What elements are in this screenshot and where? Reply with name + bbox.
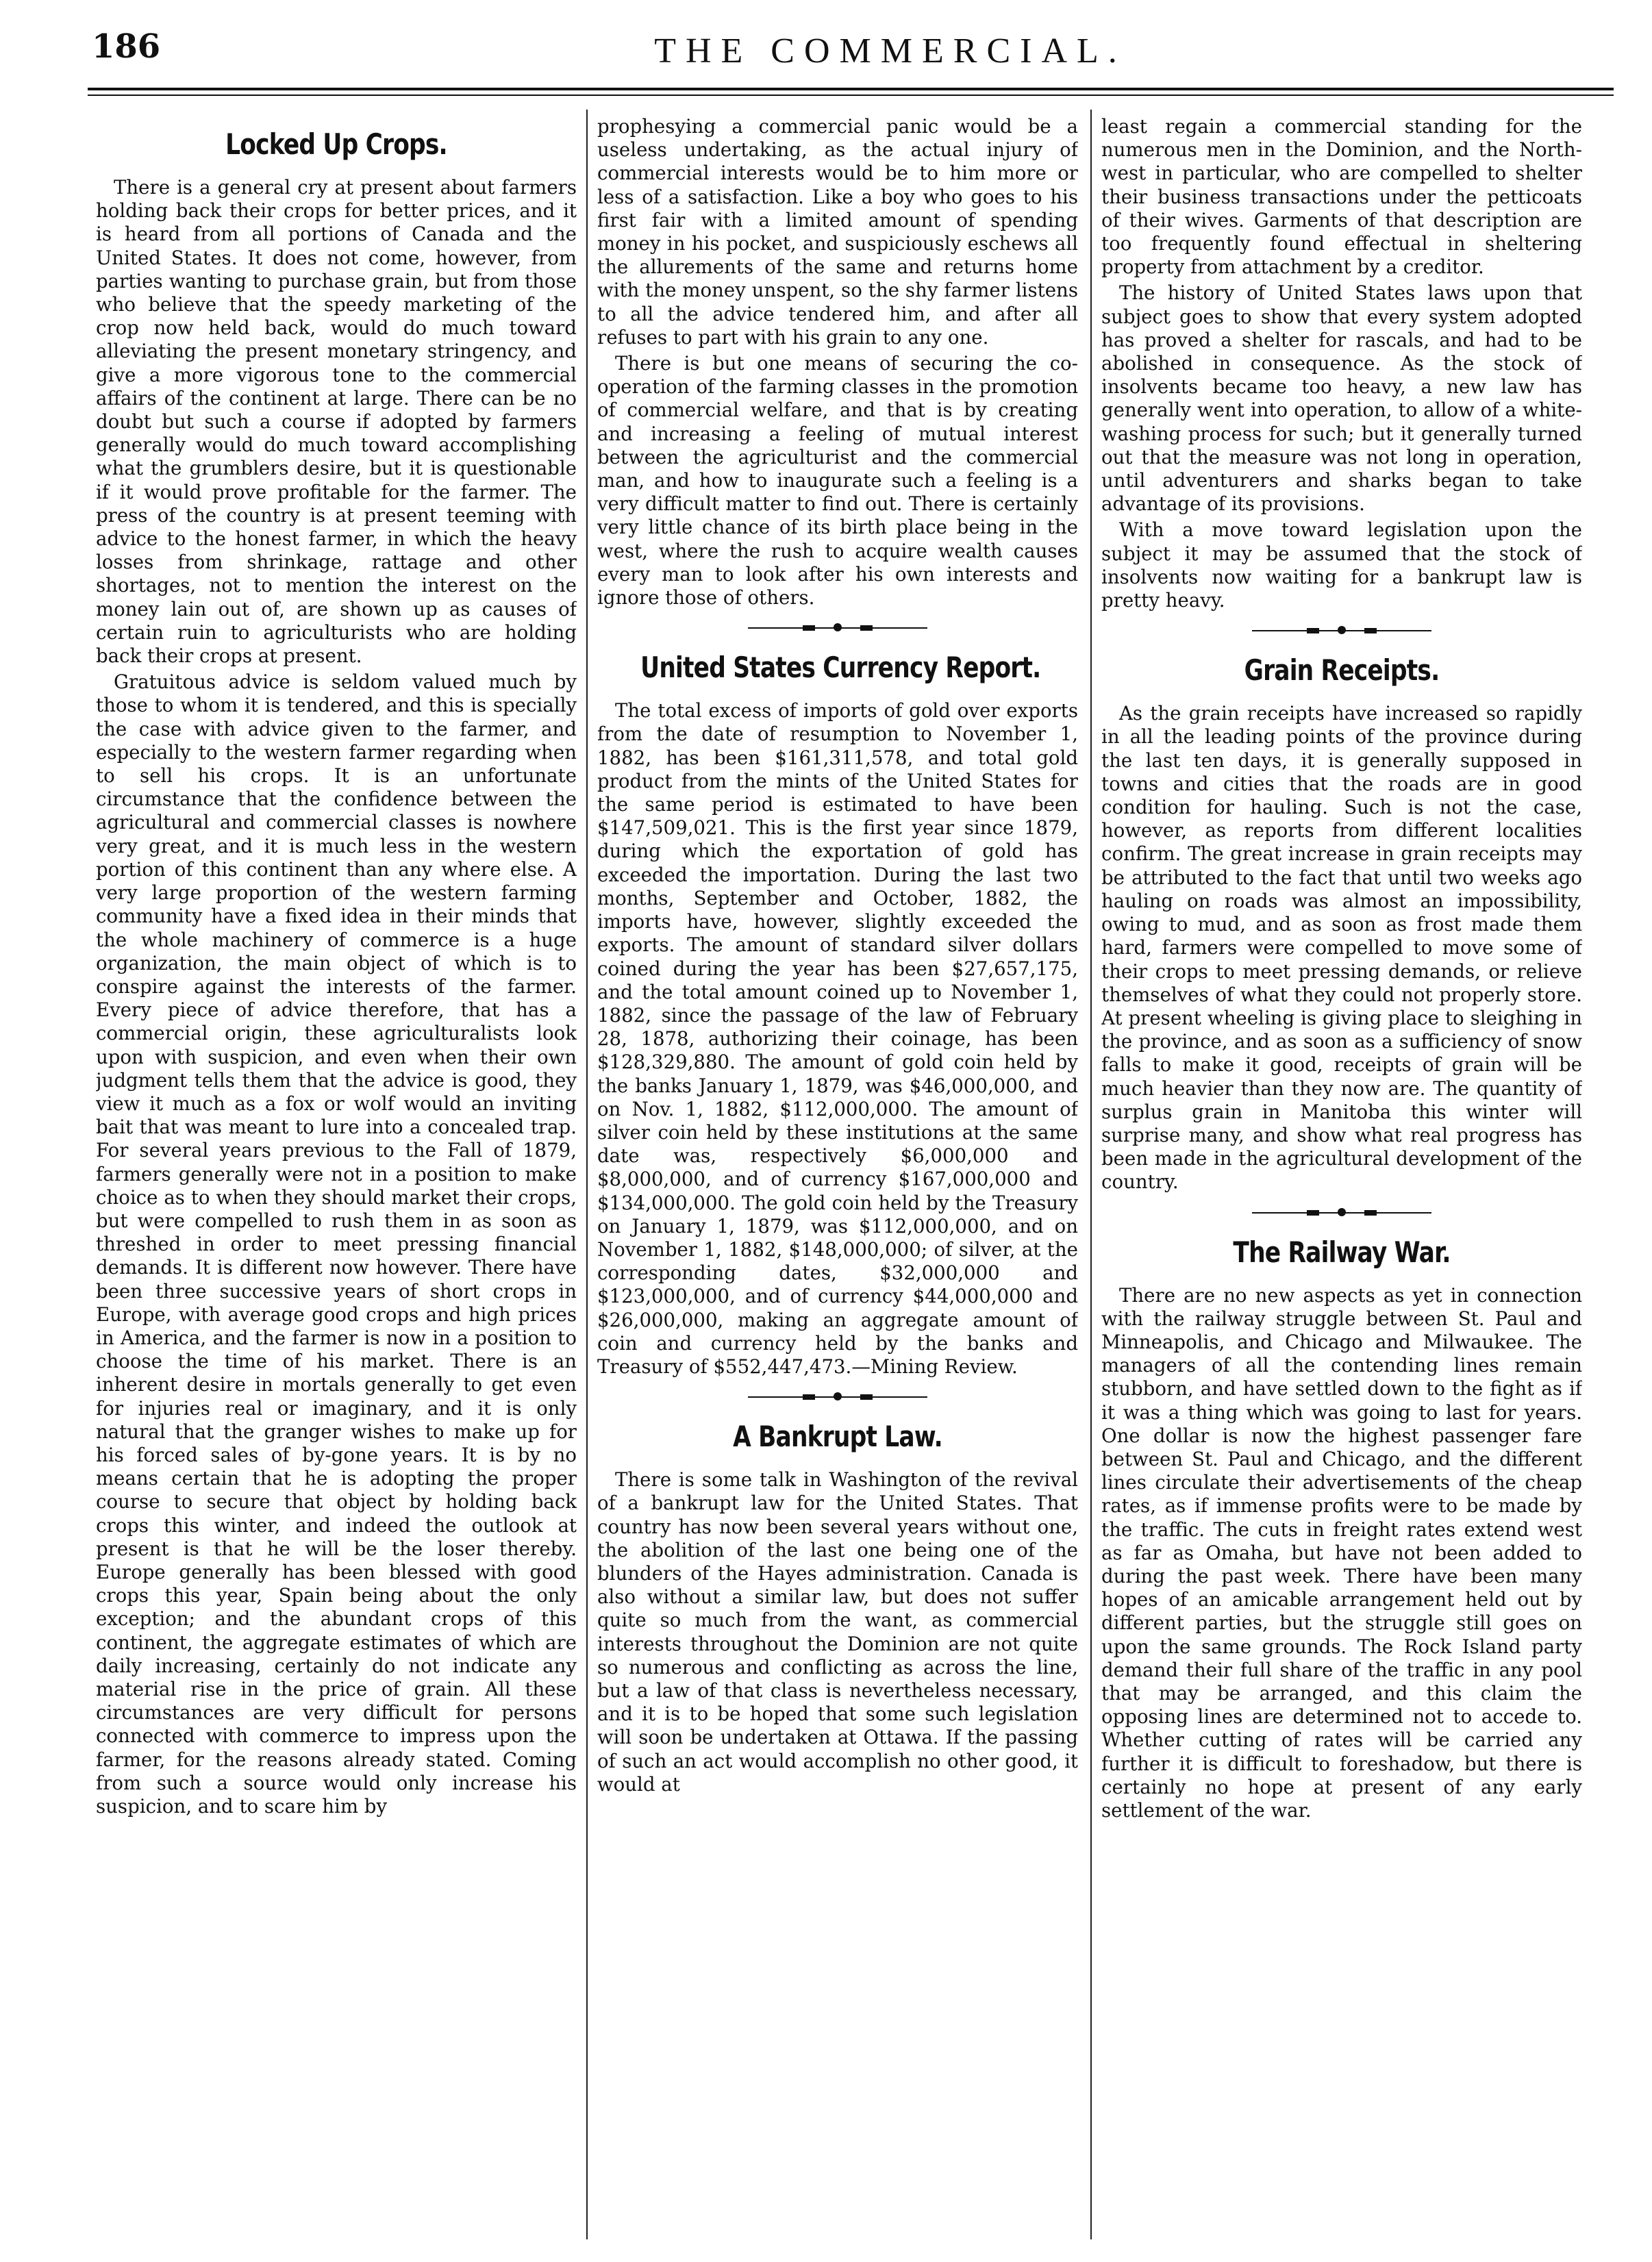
article-paragraph: There are no new aspects as yet in connection with the railway struggle between St. Paul and Minneapolis, and Chicago and Milwaukee. The managers of all the contending lines remain stubborn, and have settled down to the fight as if it was a thing which was going to last for years. One dollar is now the highest passenger fare between St. Paul and Chicago, and the different lines circulate their advertisements of the cheap rates, as if immense profits were to be made by the traffic. The cuts in freight rates extend west as far as Omaha, but have not been added to during the past week. There have been many hopes of an amicable arrangement held out by different parties, but the struggle still goes on upon the same grounds. The Rock Island party demand their full share of the traffic in any pool that may be arranged, and this claim the opposing lines are determined not to accede to. Whether cutting of rates will be carried any further it is difficult to foreshadow, but there is certainly no hope at present of any early settlement of the war. (1101, 1283, 1582, 1822)
header-rule-thin (88, 95, 1614, 96)
article-title-grain-receipts: Grain Receipts. (1244, 653, 1440, 688)
article-title-locked-up-crops: Locked Up Crops. (225, 127, 447, 161)
column-divider (1090, 110, 1092, 2239)
page-number: 186 (92, 27, 161, 66)
article-title-currency-report: United States Currency Report. (640, 651, 1041, 685)
article-paragraph: With a move toward legislation upon the subject it may be assumed that the stock of insolvents now waiting for a bankrupt law is pretty heavy. (1101, 518, 1582, 612)
article-title-bankrupt-law: A Bankrupt Law. (733, 1420, 942, 1454)
header-rule-thick (88, 88, 1614, 90)
column-divider (586, 110, 588, 2239)
column-2 (597, 115, 1078, 2238)
article-separator (1101, 1203, 1582, 1223)
masthead-title: THE COMMERCIAL. (654, 32, 1127, 71)
article-separator (597, 618, 1078, 638)
article-separator (597, 1387, 1078, 1407)
article-paragraph: Gratuitous advice is seldom valued much by those to whom it is tendered, and this is specially the case with advice given to the farmer, and especially to the western farmer regarding when to sell his crops. It is an unfortunate circumstance that the confidence between the agricultural and commercial classes is nowhere very great, and it is much less in the western portion of this continent than any where else. A very large proportion of the western farming community have a fixed idea in their minds that the whole machinery of commerce is a huge organization, the main object of which is to conspire against the interests of the farmer. Every piece of advice therefore, that has a commercial origin, these agriculturalists look upon with suspicion, and even when their own judgment tells them that the advice is good, they view it much as a fox or wolf would an inviting bait that was meant to lure into a concealed trap. For several years previous to the Fall of 1879, farmers generally were not in a position to make choice as to when they should market their crops, but were compelled to rush them in as soon as threshed in order to meet pressing financial demands. It is different now however. There have been three successive years of short crops in Europe, with average good crops and high prices in America, and the farmer is now in a position to choose the time of his market. There is an inherent desire in mortals generally to get even for injuries real or imaginary, and it is only natural that the granger wishes to make up for his forced sales of by-gone years. It is by no means certain that he is adopting the proper course to secure that object by holding back crops this winter, and indeed the outlook at present is that he will be the loser thereby. Europe generally has been blessed with good crops this year, Spain being about the only exception; and the abundant crops of this continent, the aggregate estimates of which are daily increasing, certainly do not indicate any material rise in the price of grain. All these circumstances are very difficult for persons connected with commerce to impress upon the farmer, for the reasons already stated. Coming from such a source would only increase his suspicion, and to scare him by (96, 670, 577, 1818)
article-paragraph: As the grain receipts have increased so rapidly in all the leading points of the province during the last ten days, it is generally supposed in towns and cities that the roads are in good condition for hauling. Such is not the case, however, as reports from different localities confirm. The great increase in grain receipts may be attributed to the fact that until two weeks ago hauling on roads was almost an impossibility, owing to mud, and as soon as frost made them hard, farmers were compelled to move some of their crops to meet pressing demands, or relieve themselves of what they could not properly store. At present wheeling is giving place to sleighing in the province, and as soon as a sufficiency of snow falls to make it good, receipts of grain will be much heavier than they now are. The quantity of surplus grain in Manitoba this winter will surprise many, and show what real progress has been made in the agricultural development of the country. (1101, 702, 1582, 1194)
article-paragraph: There is a general cry at present about farmers holding back their crops for better prices, and it is heard from all portions of Canada and the United States. It does not come, however, from parties wanting to purchase grain, but from those who believe that the speedy marketing of the crop now held back, would do much toward alleviating the present monetary stringency, and give a more vigorous tone to the commercial affairs of the continent at large. There can be no doubt but such a course if adopted by farmers generally would do much toward accomplishing what the grumblers desire, but it is questionable if it would prove profitable for the farmer. The press of the country is at present teeming with advice to the honest farmer, in which the heavy losses from shrinkage, rattage and other shortages, not to mention the interest on the money lain out of, are shown up as causes of certain ruin to agriculturists who are holding back their crops at present. (96, 176, 577, 668)
article-paragraph: The total excess of imports of gold over exports from the date of resumption to November 1, 1882, has been $161,311,578, and total gold product from the mints of the United States for the same period is estimated to have been $147,509,021. This is the first year since 1879, during which the exportation of gold has exceeded the importation. During the last two months, September and October, 1882, the imports have, however, slightly exceeded the exports. The amount of standard silver dollars coined during the year has been $27,657,175, and the total amount coined up to November 1, 1882, since the passage of the law of February 28, 1878, authorizing their coinage, has been $128,329,880. The amount of gold coin held by the banks January 1, 1879, was $46,000,000, and on Nov. 1, 1882, $112,000,000. The amount of silver coin held by these institutions at the same date was, respectively $6,000,000 and $8,000,000, and of currency $167,000,000 and $134,000,000. The gold coin held by the Treasury on January 1, 1879, was $112,000,000, and on November 1, 1882, $148,000,000; of silver, at the corresponding dates, $32,000,000 and $123,000,000, and of currency $44,000,000 and $26,000,000, making an aggregate amount of coin and currency held by the banks and Treasury of $552,447,473.—Mining Review. (597, 699, 1078, 1378)
article-paragraph: The history of United States laws upon that subject goes to show that every system adopted has proved a shelter for rascals, and had to be abolished in consequence. As the stock of insolvents became too heavy, a new law has generally went into operation, to allow of a white-washing process for such; but it generally turned out that the measure was not long in operation, until adventurers and sharks began to take advantage of its provisions. (1101, 281, 1582, 516)
article-paragraph: There is but one means of securing the co-operation of the farming classes in the promotion of commercial welfare, and that is by creating and increasing a feeling of mutual interest between the agriculturist and the commercial man, and how to inaugurate such a feeling is a very difficult matter to find out. There is certainly very little chance of its birth place being in the west, where the rush to acquire wealth causes every man to look after his own interests and ignore those of others. (597, 352, 1078, 610)
article-title-railway-war: The Railway War. (1233, 1235, 1451, 1269)
column-3 (1101, 115, 1582, 2238)
article-separator (1101, 620, 1582, 641)
article-paragraph: There is some talk in Washington of the revival of a bankrupt law for the United States. That country has now been several years without one, the abolition of the last one being one of the blunders of the Hayes administration. Canada is also without a similar law, but does not suffer quite so much from the want, as commercial interests throughout the Dominion are not quite so numerous and conflicting as across the line, but a law of that class is nevertheless necessary, and it is to be hoped that some such legislation will soon be undertaken at Ottawa. If the passing of such an act would accomplish no other good, it would at (597, 1468, 1078, 1796)
article-paragraph: prophesying a commercial panic would be a useless undertaking, as the actual injury of commercial interests would be to him more or less of a satisfaction. Like a boy who goes to his first fair with a limited amount of spending money in his pocket, and suspiciously eschews all the allurements of the same and returns home with the money unspent, so the shy farmer listens to all the advice tendered him, and after all refuses to part with his grain to any one. (597, 115, 1078, 349)
article-paragraph: least regain a commercial standing for the numerous men in the Dominion, and the North-west in particular, who are compelled to shelter their business transactions under the petticoats of their wives. Garments of that description are too frequently found effectual in sheltering property from attachment by a creditor. (1101, 115, 1582, 279)
column-1 (96, 115, 577, 2238)
